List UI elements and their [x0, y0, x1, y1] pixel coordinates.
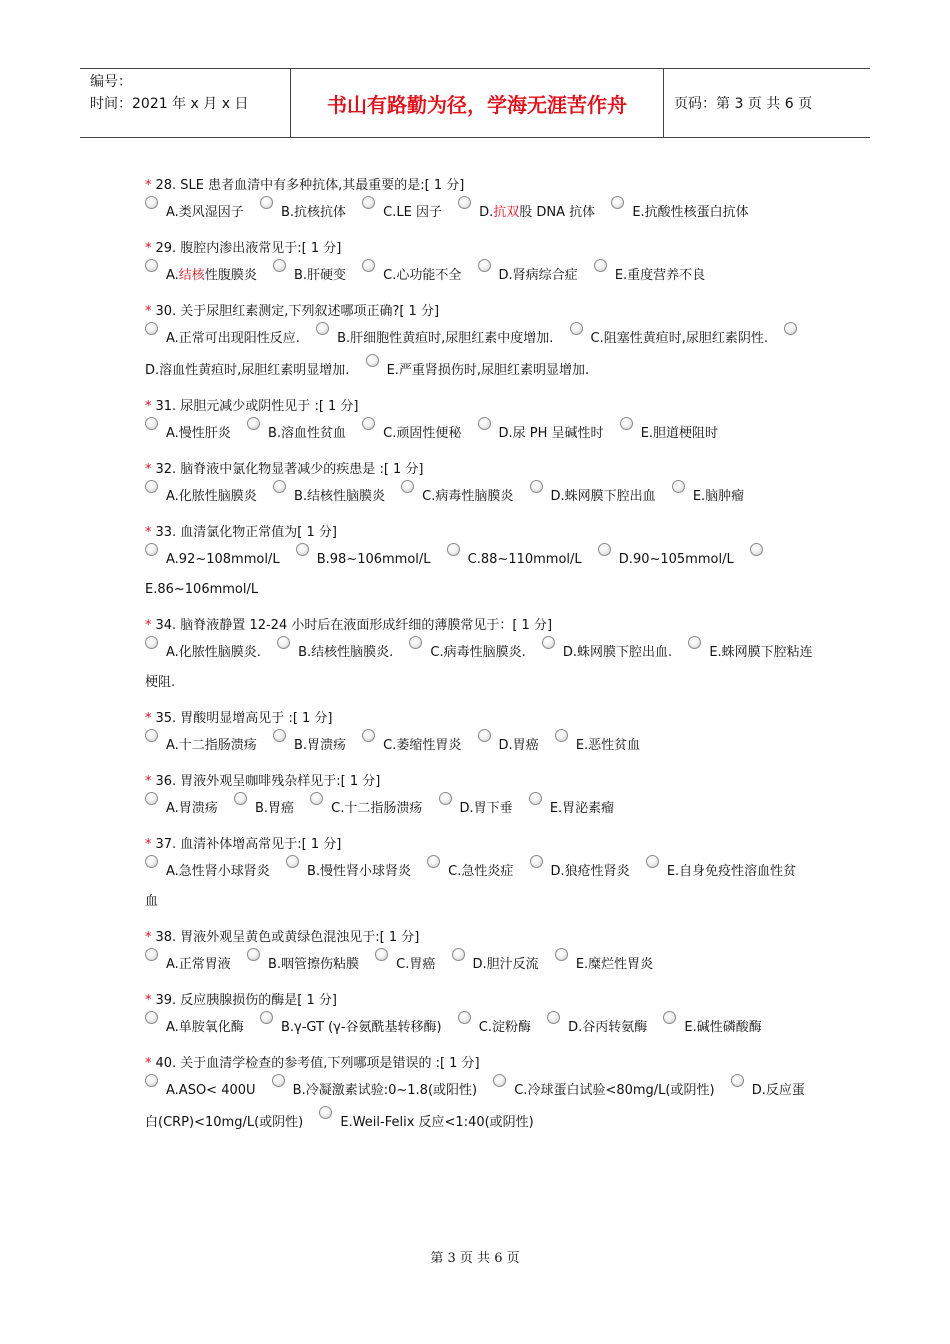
option-label[interactable] [563, 645, 672, 660]
option-label[interactable] [479, 1020, 531, 1035]
option-label[interactable] [166, 801, 218, 816]
header-motto: 书山有路勤为径，学海无涯苦作舟 [291, 69, 664, 137]
question-32 [145, 460, 815, 512]
required-marker: * [145, 462, 152, 477]
radio-button[interactable] [555, 948, 568, 961]
option-text: A.十二指肠溃疡 [166, 738, 257, 753]
radio-button[interactable] [145, 259, 158, 272]
radio-button[interactable] [401, 480, 414, 493]
option-text: C.LE 因子 [383, 205, 442, 220]
question-text: 31. 尿胆元减少或阴性见于 :[ 1 分] [155, 399, 359, 414]
radio-button[interactable] [409, 636, 422, 649]
question-title [145, 835, 815, 855]
radio-button[interactable] [310, 792, 323, 805]
option-label[interactable] [298, 645, 393, 660]
required-marker: * [145, 399, 152, 414]
option-text: C.急性炎症 [448, 864, 514, 879]
question-text: 32. 脑脊液中氯化物显著减少的疾患是 :[ 1 分] [155, 462, 424, 477]
radio-button[interactable] [277, 636, 290, 649]
option-label[interactable] [166, 738, 257, 753]
option-label[interactable] [166, 489, 257, 504]
radio-button[interactable] [362, 417, 375, 430]
option-label[interactable] [281, 1020, 442, 1035]
option-label[interactable] [294, 489, 385, 504]
option-text: D.胆汁反流 [472, 957, 539, 972]
option-text: A.正常可出现阳性反应. [166, 331, 300, 346]
option-text: C.十二指肠溃疡 [331, 801, 423, 816]
option-text: B.胃溃疡 [293, 738, 347, 753]
radio-button[interactable] [646, 855, 659, 868]
option-label[interactable] [317, 552, 431, 567]
option-label[interactable] [591, 331, 768, 346]
option-label[interactable] [166, 205, 244, 220]
option-text: D.胃下垂 [459, 801, 513, 816]
option-text: E.碱性磷酸酶 [684, 1020, 762, 1035]
radio-button[interactable] [145, 322, 158, 335]
question-30 [145, 302, 815, 386]
option-text: A.化脓性脑膜炎 [166, 489, 257, 504]
required-marker: * [145, 1056, 152, 1071]
radio-button[interactable] [296, 543, 309, 556]
required-marker: * [145, 993, 152, 1008]
option-text: 股 DNA 抗体 [519, 205, 596, 220]
radio-button[interactable] [688, 636, 701, 649]
option-text: C.顽固性便秘 [383, 426, 462, 441]
radio-button[interactable] [555, 729, 568, 742]
option-label[interactable] [166, 426, 231, 441]
option-text: C.88~110mmol/L [467, 552, 582, 567]
option-text: E.86~106mmol/L [145, 582, 259, 597]
option-list [145, 792, 815, 824]
option-label[interactable] [383, 738, 461, 753]
question-text: 38. 胃液外观呈黄色或黄绿色混浊见于:[ 1 分] [155, 930, 420, 945]
radio-button[interactable] [286, 855, 299, 868]
option-label[interactable] [166, 331, 300, 346]
option-text: E.胃泌素瘤 [549, 801, 615, 816]
option-text: B.慢性肾小球肾炎 [306, 864, 412, 879]
option-text: A.慢性肝炎 [166, 426, 231, 441]
option-text: B.抗核抗体 [280, 205, 347, 220]
option-label[interactable] [337, 331, 553, 346]
option-label[interactable] [383, 205, 442, 220]
radio-button[interactable] [672, 480, 685, 493]
option-text: A.急性肾小球肾炎 [166, 864, 270, 879]
option-text: C.病毒性脑膜炎 [422, 489, 514, 504]
page-header [80, 68, 870, 138]
option-text: E.蛛网膜下腔粘连梗阻. [145, 645, 813, 690]
radio-button[interactable] [366, 354, 379, 367]
option-label[interactable] [340, 1115, 533, 1130]
radio-button[interactable] [145, 729, 158, 742]
question-text: 40. 关于血清学检查的参考值,下列哪项是错误的 :[ 1 分] [155, 1056, 480, 1071]
option-text: B.胃癌 [254, 801, 295, 816]
option-text: D.溶血性黄疸时,尿胆红素明显增加. [145, 363, 350, 378]
option-text: A.92~108mmol/L [166, 552, 280, 567]
radio-button[interactable] [273, 259, 286, 272]
option-label[interactable] [166, 1083, 256, 1098]
radio-button[interactable] [145, 480, 158, 493]
option-label[interactable] [619, 552, 734, 567]
radio-button[interactable] [611, 196, 624, 209]
option-label[interactable] [499, 426, 604, 441]
option-list [145, 480, 815, 512]
option-text: B.溶血性贫血 [267, 426, 347, 441]
option-label[interactable] [576, 738, 640, 753]
radio-button[interactable] [663, 1011, 676, 1024]
option-label[interactable] [293, 1083, 477, 1098]
option-label[interactable] [281, 205, 346, 220]
option-text: D.蛛网膜下腔出血. [562, 645, 673, 660]
option-label[interactable] [145, 582, 258, 597]
radio-button[interactable] [427, 855, 440, 868]
radio-button[interactable] [145, 196, 158, 209]
radio-button[interactable] [439, 792, 452, 805]
option-text: E.胆道梗阻时 [640, 426, 719, 441]
option-label[interactable] [255, 801, 294, 816]
option-label[interactable] [460, 801, 513, 816]
radio-button[interactable] [594, 259, 607, 272]
option-label[interactable] [550, 801, 614, 816]
radio-button[interactable] [145, 417, 158, 430]
question-28 [145, 176, 815, 228]
option-text: A.胃溃疡 [166, 801, 218, 816]
option-text: B.咽管擦伤粘膜 [267, 957, 360, 972]
header-meta [80, 69, 291, 137]
question-title [145, 616, 815, 636]
radio-button[interactable] [750, 543, 763, 556]
option-list [145, 636, 815, 698]
option-label[interactable] [383, 426, 461, 441]
radio-button[interactable] [273, 480, 286, 493]
question-title [145, 239, 815, 259]
radio-button[interactable] [570, 322, 583, 335]
required-marker: * [145, 178, 152, 193]
option-list [145, 855, 815, 917]
question-title [145, 302, 815, 322]
radio-button[interactable] [530, 855, 543, 868]
option-list [145, 417, 815, 449]
option-text: A.正常胃液 [166, 957, 231, 972]
question-34 [145, 616, 815, 698]
question-title [145, 991, 815, 1011]
radio-button[interactable] [316, 322, 329, 335]
option-label[interactable] [468, 552, 582, 567]
radio-button[interactable] [452, 948, 465, 961]
question-text: 34. 脑脊液静置 12-24 小时后在液面形成纤细的薄膜常见于：[ 1 分] [155, 618, 553, 633]
question-text: 30. 关于尿胆红素测定,下列叙述哪项正确?[ 1 分] [155, 304, 440, 319]
option-list [145, 196, 815, 228]
option-list [145, 259, 815, 291]
radio-button[interactable] [273, 729, 286, 742]
option-text: E.重度营养不良 [614, 268, 706, 283]
radio-button[interactable] [145, 1011, 158, 1024]
option-label[interactable] [632, 205, 748, 220]
radio-button[interactable] [547, 1011, 560, 1024]
option-label[interactable] [166, 864, 270, 879]
radio-button[interactable] [478, 729, 491, 742]
required-marker: * [145, 304, 152, 319]
required-marker: * [145, 241, 152, 256]
question-37 [145, 835, 815, 917]
option-text: D.谷丙转氨酶 [568, 1020, 648, 1035]
question-list [145, 176, 815, 1149]
question-title [145, 176, 815, 196]
option-label[interactable] [499, 268, 578, 283]
option-label[interactable] [307, 864, 411, 879]
option-text: B.冷凝激素试验:0~1.8(或阳性) [292, 1083, 478, 1098]
radio-button[interactable] [784, 322, 797, 335]
option-text: D.90~105mmol/L [618, 552, 734, 567]
page-footer: 第 3 页 共 6 页 [430, 1251, 520, 1266]
radio-button[interactable] [478, 259, 491, 272]
option-text: B.结核性脑膜炎 [293, 489, 386, 504]
option-label[interactable] [551, 864, 630, 879]
option-text: D. [479, 205, 494, 220]
radio-button[interactable] [375, 948, 388, 961]
option-text: 性腹膜炎 [204, 268, 257, 283]
option-label[interactable] [268, 426, 346, 441]
option-text: C.胃癌 [396, 957, 436, 972]
option-text: B.肝细胞性黄疸时,尿胆红素中度增加. [337, 331, 554, 346]
question-29 [145, 239, 815, 291]
radio-button[interactable] [458, 196, 471, 209]
radio-button[interactable] [145, 855, 158, 868]
option-label[interactable] [294, 738, 346, 753]
option-text: D.尿 PH 呈碱性时 [498, 426, 604, 441]
option-text: B.结核性脑膜炎. [298, 645, 394, 660]
question-38 [145, 928, 815, 980]
question-33 [145, 523, 815, 605]
option-label[interactable] [473, 957, 539, 972]
option-text: E.严重肾损伤时,尿胆红素明显增加. [386, 363, 590, 378]
option-text: D.肾病综合症 [498, 268, 578, 283]
radio-button[interactable] [542, 636, 555, 649]
required-marker: * [145, 930, 152, 945]
radio-button[interactable] [493, 1074, 506, 1087]
option-label[interactable] [422, 489, 513, 504]
option-label[interactable] [514, 1083, 714, 1098]
option-label[interactable] [145, 363, 349, 378]
option-label[interactable] [693, 489, 744, 504]
option-list [145, 1011, 815, 1043]
question-title [145, 397, 815, 417]
radio-button[interactable] [530, 480, 543, 493]
option-text: C.病毒性脑膜炎. [430, 645, 526, 660]
option-label[interactable] [615, 268, 705, 283]
question-title [145, 709, 815, 729]
option-list [145, 322, 815, 386]
header-number: 编号： [90, 74, 132, 90]
option-label[interactable] [268, 957, 359, 972]
option-text: A.化脓性脑膜炎. [166, 645, 261, 660]
option-label[interactable] [166, 268, 257, 283]
radio-button[interactable] [145, 636, 158, 649]
radio-button[interactable] [598, 543, 611, 556]
option-text: D.反应蛋白(CRP)<10mg/L(或阴性) [145, 1083, 805, 1130]
question-text: 28. SLE 患者血清中有多种抗体,其最重要的是:[ 1 分] [155, 178, 465, 193]
question-text: 29. 腹腔内渗出液常见于:[ 1 分] [155, 241, 342, 256]
option-label[interactable] [479, 205, 595, 220]
option-label[interactable] [499, 738, 539, 753]
option-label[interactable] [166, 645, 261, 660]
header-page-info: 页码：第 3 页 共 6 页 [674, 96, 813, 112]
radio-button[interactable] [145, 543, 158, 556]
option-text: C.心功能不全 [383, 268, 462, 283]
radio-button[interactable] [478, 417, 491, 430]
radio-button[interactable] [447, 543, 460, 556]
question-35 [145, 709, 815, 761]
radio-button[interactable] [234, 792, 247, 805]
option-label[interactable] [430, 645, 525, 660]
option-text: A.ASO< 400U [166, 1083, 256, 1098]
question-text: 33. 血清氯化物正常值为[ 1 分] [155, 525, 337, 540]
option-label[interactable] [166, 1020, 244, 1035]
option-text: D.蛛网膜下腔出血 [550, 489, 656, 504]
option-label[interactable] [551, 489, 656, 504]
radio-button[interactable] [319, 1106, 332, 1119]
option-text: A. [166, 268, 179, 283]
question-title [145, 460, 815, 480]
required-marker: * [145, 525, 152, 540]
option-text: D.胃癌 [498, 738, 539, 753]
radio-button[interactable] [247, 948, 260, 961]
question-text: 36. 胃液外观呈咖啡残杂样见于:[ 1 分] [155, 774, 381, 789]
option-text: B.98~106mmol/L [316, 552, 431, 567]
option-list [145, 948, 815, 980]
radio-button[interactable] [362, 196, 375, 209]
question-40 [145, 1054, 815, 1138]
radio-button[interactable] [260, 196, 273, 209]
option-label[interactable] [294, 268, 346, 283]
question-31 [145, 397, 815, 449]
question-text: 39. 反应胰腺损伤的酶是[ 1 分] [155, 993, 337, 1008]
option-text: 结核 [178, 268, 205, 283]
radio-button[interactable] [529, 792, 542, 805]
option-label[interactable] [641, 426, 718, 441]
option-list [145, 729, 815, 761]
question-title [145, 772, 815, 792]
option-label[interactable] [383, 268, 461, 283]
option-label[interactable] [387, 363, 590, 378]
required-marker: * [145, 618, 152, 633]
question-title [145, 523, 815, 543]
option-text: A.类风湿因子 [166, 205, 244, 220]
radio-button[interactable] [362, 729, 375, 742]
option-label[interactable] [448, 864, 513, 879]
option-label[interactable] [166, 957, 231, 972]
radio-button[interactable] [362, 259, 375, 272]
option-text: E.脑肿瘤 [692, 489, 745, 504]
option-text: E.抗酸性核蛋白抗体 [632, 205, 749, 220]
option-text: C.冷球蛋白试验<80mg/L(或阴性) [514, 1083, 715, 1098]
option-text: B.γ-GT (γ-谷氨酰基转移酶) [280, 1020, 442, 1035]
question-39 [145, 991, 815, 1043]
option-text: A.单胺氧化酶 [166, 1020, 244, 1035]
option-text: E.糜烂性胃炎 [575, 957, 654, 972]
option-label[interactable] [166, 552, 280, 567]
option-text: 抗双 [493, 205, 520, 220]
header-time: 时间：2021 年 x 月 x 日 [90, 96, 249, 112]
required-marker: * [145, 774, 152, 789]
required-marker: * [145, 711, 152, 726]
question-title [145, 928, 815, 948]
option-text: C.阻塞性黄疸时,尿胆红素阴性. [590, 331, 769, 346]
radio-button[interactable] [247, 417, 260, 430]
option-text: E.自身免疫性溶血性贫血 [145, 864, 797, 909]
option-text: E.恶性贫血 [575, 738, 641, 753]
option-list [145, 543, 815, 605]
option-text: B.肝硬变 [293, 268, 347, 283]
radio-button[interactable] [145, 792, 158, 805]
option-list [145, 1074, 815, 1138]
question-title [145, 1054, 815, 1074]
option-label[interactable] [396, 957, 435, 972]
option-label[interactable] [576, 957, 653, 972]
radio-button[interactable] [260, 1011, 273, 1024]
radio-button[interactable] [145, 1074, 158, 1087]
radio-button[interactable] [272, 1074, 285, 1087]
option-label[interactable] [331, 801, 422, 816]
option-text: C.淀粉酶 [478, 1020, 531, 1035]
option-label[interactable] [684, 1020, 761, 1035]
required-marker: * [145, 837, 152, 852]
radio-button[interactable] [731, 1074, 744, 1087]
radio-button[interactable] [145, 948, 158, 961]
question-36 [145, 772, 815, 824]
option-label[interactable] [568, 1020, 647, 1035]
option-text: C.萎缩性胃炎 [383, 738, 462, 753]
radio-button[interactable] [620, 417, 633, 430]
radio-button[interactable] [458, 1011, 471, 1024]
option-text: D.狼疮性肾炎 [550, 864, 630, 879]
option-text: E.Weil-Felix 反应<1:40(或阴性) [340, 1115, 534, 1130]
question-text: 37. 血清补体增高常见于:[ 1 分] [155, 837, 342, 852]
question-text: 35. 胃酸明显增高见于 :[ 1 分] [155, 711, 333, 726]
